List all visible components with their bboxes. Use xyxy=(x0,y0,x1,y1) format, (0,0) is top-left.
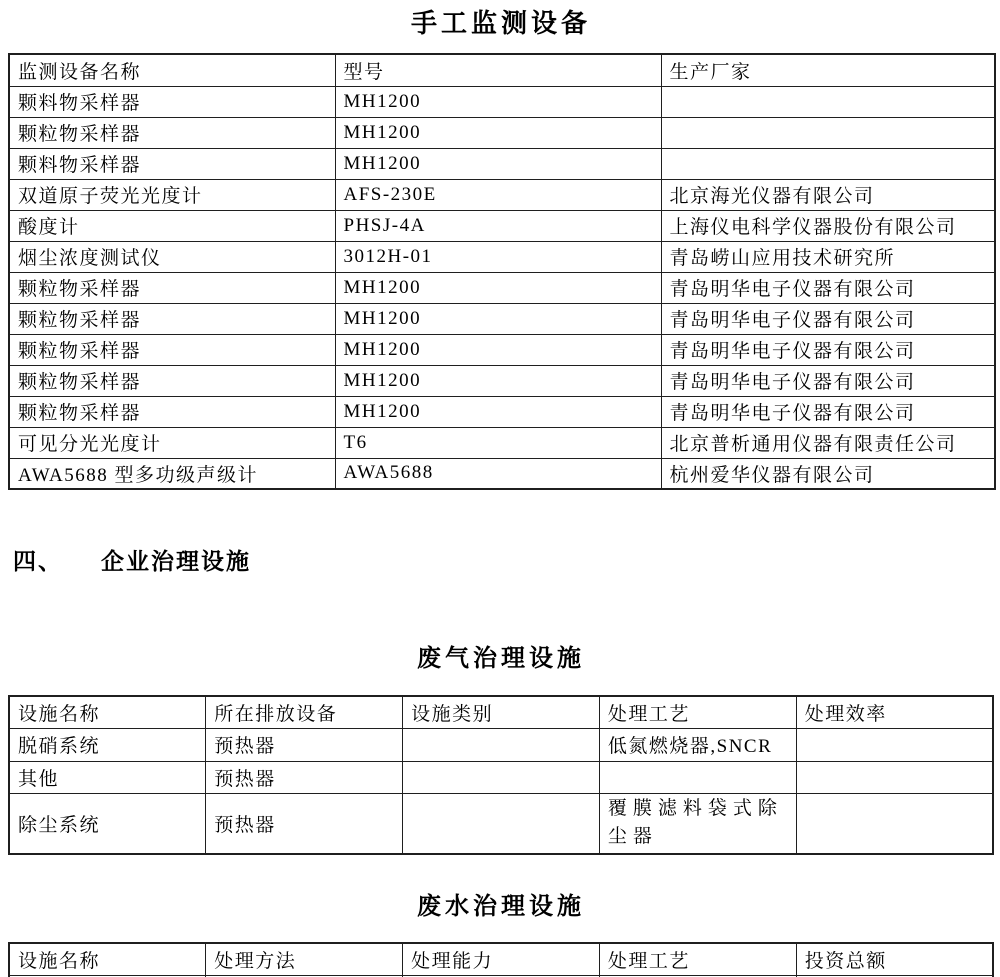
table-header-row xyxy=(9,696,993,728)
device-name-cell: 颗粒物采样器 xyxy=(9,334,335,365)
device-name-cell: 烟尘浓度测试仪 xyxy=(9,241,335,272)
column-header-treatment-method: 处理方法 xyxy=(206,943,403,975)
manufacturer-cell: 青岛明华电子仪器有限公司 xyxy=(661,303,995,334)
manufacturer-cell: 青岛明华电子仪器有限公司 xyxy=(661,365,995,396)
table-header-row xyxy=(9,943,993,975)
emission-device-cell: 预热器 xyxy=(206,761,403,793)
device-name-cell: 颗粒物采样器 xyxy=(9,117,335,148)
manufacturer-cell: 杭州爱华仪器有限公司 xyxy=(661,458,995,489)
column-header-manufacturer: 生产厂家 xyxy=(661,54,995,86)
process-cell xyxy=(599,761,796,793)
model-cell: MH1200 xyxy=(335,365,661,396)
manufacturer-cell xyxy=(661,117,995,148)
table-row xyxy=(9,148,995,179)
manufacturer-cell: 青岛明华电子仪器有限公司 xyxy=(661,334,995,365)
efficiency-cell xyxy=(796,793,993,854)
model-cell: PHSJ-4A xyxy=(335,210,661,241)
column-header-facility-category: 设施类别 xyxy=(403,696,600,728)
model-cell: MH1200 xyxy=(335,86,661,117)
facility-name-cell: 除尘系统 xyxy=(9,793,206,854)
table-row xyxy=(9,427,995,458)
model-cell: MH1200 xyxy=(335,148,661,179)
column-header-device-name: 监测设备名称 xyxy=(9,54,335,86)
device-name-cell: 颗粒物采样器 xyxy=(9,303,335,334)
column-header-facility-name: 设施名称 xyxy=(9,696,206,728)
device-name-cell: 双道原子荧光光度计 xyxy=(9,179,335,210)
model-cell: T6 xyxy=(335,427,661,458)
water-treatment-table xyxy=(8,942,994,977)
device-name-cell: 颗粒物采样器 xyxy=(9,365,335,396)
table-row xyxy=(9,761,993,793)
model-cell: MH1200 xyxy=(335,334,661,365)
equipment-table xyxy=(8,53,996,490)
device-name-cell: 酸度计 xyxy=(9,210,335,241)
column-header-emission-device: 所在排放设备 xyxy=(206,696,403,728)
water-table-title: 废水治理设施 xyxy=(417,894,585,920)
gas-treatment-table xyxy=(8,695,994,855)
facility-category-cell xyxy=(403,761,600,793)
column-header-model: 型号 xyxy=(335,54,661,86)
table-row xyxy=(9,179,995,210)
device-name-cell: 颗料物采样器 xyxy=(9,148,335,179)
device-name-cell: AWA5688 型多功级声级计 xyxy=(9,458,335,489)
model-cell: MH1200 xyxy=(335,396,661,427)
table-row xyxy=(9,793,993,854)
column-header-facility-name: 设施名称 xyxy=(9,943,206,975)
manufacturer-cell: 青岛明华电子仪器有限公司 xyxy=(661,396,995,427)
manufacturer-cell xyxy=(661,86,995,117)
column-header-treatment-capacity: 处理能力 xyxy=(403,943,600,975)
table-row xyxy=(9,86,995,117)
model-cell: AFS-230E xyxy=(335,179,661,210)
efficiency-cell xyxy=(796,761,993,793)
emission-device-cell: 预热器 xyxy=(206,793,403,854)
table-header-row xyxy=(9,54,995,86)
table-row xyxy=(9,241,995,272)
table-row xyxy=(9,210,995,241)
table-row xyxy=(9,396,995,427)
facility-name-cell: 脱硝系统 xyxy=(9,728,206,761)
model-cell: 3012H-01 xyxy=(335,241,661,272)
table-row xyxy=(9,728,993,761)
column-header-efficiency: 处理效率 xyxy=(796,696,993,728)
section-heading xyxy=(8,547,994,577)
model-cell: MH1200 xyxy=(335,303,661,334)
table-row xyxy=(9,117,995,148)
facility-category-cell xyxy=(403,793,600,854)
gas-table-title: 废气治理设施 xyxy=(417,646,585,672)
emission-device-cell: 预热器 xyxy=(206,728,403,761)
table-row xyxy=(9,272,995,303)
section-number: 四、 xyxy=(13,549,63,574)
manufacturer-cell: 上海仪电科学仪器股份有限公司 xyxy=(661,210,995,241)
process-cell: 覆膜滤料袋式除尘器 xyxy=(599,793,796,854)
process-cell: 低氮燃烧器,SNCR xyxy=(599,728,796,761)
manufacturer-cell xyxy=(661,148,995,179)
table-row xyxy=(9,334,995,365)
efficiency-cell xyxy=(796,728,993,761)
column-header-total-investment: 投资总额 xyxy=(796,943,993,975)
table-row xyxy=(9,458,995,489)
device-name-cell: 颗粒物采样器 xyxy=(9,396,335,427)
device-name-cell: 颗料物采样器 xyxy=(9,86,335,117)
table-row xyxy=(9,365,995,396)
column-header-process: 处理工艺 xyxy=(599,696,796,728)
manufacturer-cell: 青岛崂山应用技术研究所 xyxy=(661,241,995,272)
device-name-cell: 可见分光光度计 xyxy=(9,427,335,458)
model-cell: MH1200 xyxy=(335,272,661,303)
manufacturer-cell: 北京普析通用仪器有限责任公司 xyxy=(661,427,995,458)
facility-name-cell: 其他 xyxy=(9,761,206,793)
manufacturer-cell: 青岛明华电子仪器有限公司 xyxy=(661,272,995,303)
table-row xyxy=(9,303,995,334)
model-cell: MH1200 xyxy=(335,117,661,148)
model-cell: AWA5688 xyxy=(335,458,661,489)
page-title: 手工监测设备 xyxy=(410,9,591,38)
manufacturer-cell: 北京海光仪器有限公司 xyxy=(661,179,995,210)
column-header-process: 处理工艺 xyxy=(599,943,796,975)
device-name-cell: 颗粒物采样器 xyxy=(9,272,335,303)
facility-category-cell xyxy=(403,728,600,761)
section-label: 企业治理设施 xyxy=(101,549,251,574)
